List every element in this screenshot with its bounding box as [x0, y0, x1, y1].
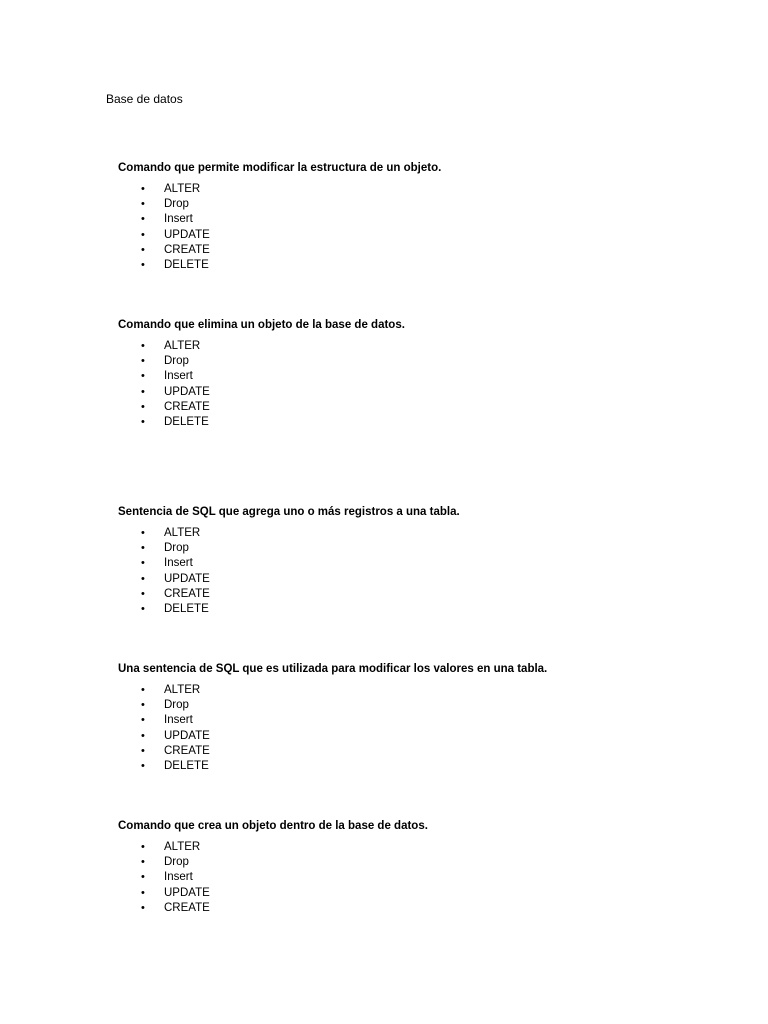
bullet-icon: • [141, 542, 145, 555]
list-item [118, 870, 738, 885]
option-label: Insert [164, 871, 193, 884]
list-item [118, 182, 738, 197]
question-block-5 [118, 819, 738, 916]
list-item [118, 369, 738, 384]
list-item [118, 228, 738, 243]
bullet-icon: • [141, 699, 145, 712]
option-label: DELETE [164, 602, 209, 615]
bullet-icon: • [141, 258, 145, 271]
list-item [118, 526, 738, 541]
bullet-icon: • [141, 228, 145, 241]
bullet-icon: • [141, 714, 145, 727]
bullet-icon: • [141, 340, 145, 352]
list-item [118, 729, 738, 744]
option-label: UPDATE [164, 228, 210, 241]
bullet-icon: • [141, 587, 145, 600]
list-item [118, 683, 738, 698]
list-item [118, 385, 738, 400]
option-label: UPDATE [164, 729, 210, 742]
option-label: DELETE [164, 415, 209, 428]
list-item [118, 243, 738, 258]
bullet-icon: • [141, 602, 145, 615]
list-item [118, 212, 738, 227]
bullet-icon: • [141, 729, 145, 742]
option-label: UPDATE [164, 886, 210, 899]
bullet-icon: • [141, 183, 145, 195]
option-list [118, 526, 738, 617]
question-block-3 [118, 505, 738, 617]
option-label: UPDATE [164, 385, 210, 398]
option-label: CREATE [164, 901, 210, 914]
option-label: Drop [164, 699, 189, 712]
bullet-icon: • [141, 385, 145, 398]
list-item [118, 855, 738, 870]
option-label: Drop [164, 542, 189, 555]
bullet-icon: • [141, 370, 145, 383]
question-text: Una sentencia de SQL que es utilizada para modificar los valores en una tabla. [118, 663, 548, 675]
bullet-icon: • [141, 871, 145, 884]
question-text: Comando que permite modificar la estructura de un objeto. [118, 162, 442, 174]
option-label: UPDATE [164, 572, 210, 585]
option-label: CREATE [164, 243, 210, 256]
bullet-icon: • [141, 901, 145, 914]
bullet-icon: • [141, 400, 145, 413]
list-item [118, 602, 738, 617]
option-list [118, 683, 738, 774]
bullet-icon: • [141, 198, 145, 211]
option-label: ALTER [164, 183, 201, 195]
option-label: Drop [164, 198, 189, 211]
option-label: ALTER [164, 684, 201, 696]
bullet-icon: • [141, 213, 145, 226]
option-list [118, 182, 738, 273]
bullet-icon: • [141, 759, 145, 772]
option-label: CREATE [164, 744, 210, 757]
option-label: Insert [164, 213, 193, 226]
list-item [118, 886, 738, 901]
list-item [118, 901, 738, 916]
list-item [118, 354, 738, 369]
list-item [118, 258, 738, 273]
list-item [118, 572, 738, 587]
bullet-icon: • [141, 243, 145, 256]
option-label: ALTER [164, 527, 201, 539]
option-label: DELETE [164, 759, 209, 772]
option-label: ALTER [164, 841, 201, 853]
bullet-icon: • [141, 684, 145, 696]
question-text: Comando que crea un objeto dentro de la base de datos. [118, 820, 428, 832]
bullet-icon: • [141, 886, 145, 899]
list-item [118, 840, 738, 855]
option-label: Insert [164, 370, 193, 383]
bullet-icon: • [141, 856, 145, 869]
option-label: ALTER [164, 340, 201, 352]
question-text: Sentencia de SQL que agrega uno o más registros a una tabla. [118, 506, 460, 518]
option-label: DELETE [164, 258, 209, 271]
list-item [118, 339, 738, 354]
question-block-2 [118, 318, 738, 430]
list-item [118, 556, 738, 571]
option-label: Insert [164, 714, 193, 727]
bullet-icon: • [141, 557, 145, 570]
list-item [118, 713, 738, 728]
option-label: CREATE [164, 400, 210, 413]
option-label: Drop [164, 355, 189, 368]
list-item [118, 587, 738, 602]
document-title: Base de datos [106, 92, 183, 106]
list-item [118, 400, 738, 415]
bullet-icon: • [141, 415, 145, 428]
list-item [118, 744, 738, 759]
option-label: CREATE [164, 587, 210, 600]
bullet-icon: • [141, 841, 145, 853]
option-list [118, 840, 738, 916]
question-block-1 [118, 161, 738, 273]
bullet-icon: • [141, 744, 145, 757]
bullet-icon: • [141, 355, 145, 368]
question-block-4 [118, 662, 738, 774]
option-list [118, 339, 738, 430]
bullet-icon: • [141, 527, 145, 539]
question-text: Comando que elimina un objeto de la base de datos. [118, 319, 405, 331]
list-item [118, 759, 738, 774]
option-label: Insert [164, 557, 193, 570]
list-item [118, 541, 738, 556]
bullet-icon: • [141, 572, 145, 585]
list-item [118, 197, 738, 212]
list-item [118, 415, 738, 430]
option-label: Drop [164, 856, 189, 869]
list-item [118, 698, 738, 713]
